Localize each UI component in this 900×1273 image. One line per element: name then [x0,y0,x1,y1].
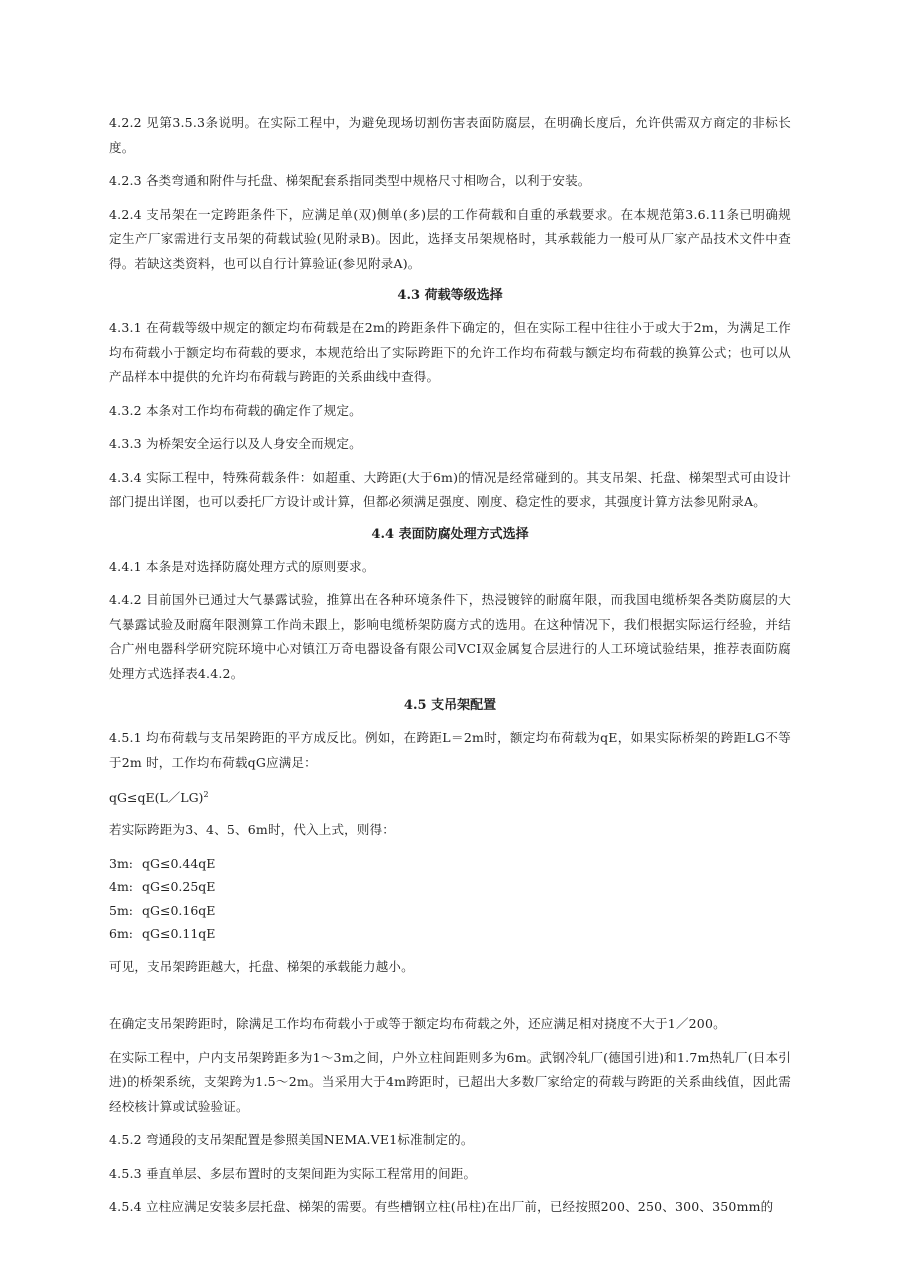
span-label: 5m: [109,902,134,918]
clause-4-2-2: 4.2.2 见第3.5.3条说明。在实际工程中，为避免现场切割伤害表面防腐层，在明确长度后，允许供需双方商定的非标长度。 [109,115,791,155]
span-label: 4m: [109,879,134,895]
span-load-list [109,852,791,946]
formula-text: qG≤qE(L／LG) [109,790,204,806]
span-practice-text: 在实际工程中，户内支吊架跨距多为1～3m之间，户外立柱间距则多为6m。武钢冷轧厂(德国引进)和1.7m热轧厂(日本引进)的桥架系统，支架跨为1.5～2m。当采用大于4m跨距时，已超出大多数厂家给定的荷载与跨距的关系曲线值，因此需经校核计算或试验验证。 [109,1049,791,1114]
clause-4-5-3: 4.5.3 垂直单层、多层布置时的支架间距为实际工程常用的间距。 [109,1165,477,1181]
span-value: qG≤0.16qE [142,902,216,918]
clause-4-3-4: 4.3.4 实际工程中，特殊荷载条件：如超重、大跨距(大于6m)的情况是经常碰到的。其支吊架、托盘、梯架型式可由设计部门提出详图，也可以委托厂方设计或计算，但都必须满足强度、刚度、稳定性的要求，其强度计算方法参见附录A。 [109,469,791,509]
span-label: 3m: [109,855,134,871]
clause-4-3-2: 4.3.2 本条对工作均布荷载的确定作了规定。 [109,402,362,418]
clause-4-5-2: 4.5.2 弯通段的支吊架配置是参照美国NEMA.VE1标准制定的。 [109,1132,474,1148]
list-item [109,922,791,946]
section-heading-4-3: 4.3 荷载等级选择 [397,288,503,303]
span-value: qG≤0.44qE [142,855,216,871]
document-page [109,111,791,1229]
formula-exponent: 2 [203,790,209,799]
load-formula [109,784,791,809]
list-item [109,852,791,876]
list-item [109,899,791,923]
clause-4-5-4: 4.5.4 立柱应满足安装多层托盘、梯架的需要。有些槽钢立柱(吊柱)在出厂前，已经按照200、250、300、350mm的 [109,1199,774,1215]
clause-4-5-1: 4.5.1 均布荷载与支吊架跨距的平方成反比。例如，在跨距L＝2m时，额定均布荷载为qE，如果实际桥架的跨距LG不等于2m 时，工作均布荷载qG应满足： [109,730,791,770]
clause-4-3-1: 4.3.1 在荷载等级中规定的额定均布荷载是在2m的跨距条件下确定的，但在实际工程中往往小于或大于2m，为满足工作均布荷载小于额定均布荷载的要求，本规范给出了实际跨距下的允许工作均布荷载与额定均布荷载的换算公式；也可以从产品样本中提供的允许均布荷载与跨距的关系曲线中查得。 [109,320,791,384]
span-value: qG≤0.25qE [142,879,216,895]
clause-4-2-3: 4.2.3 各类弯通和附件与托盘、梯架配套系指同类型中规格尺寸相吻合，以利于安装。 [109,173,591,188]
clause-4-2-4: 4.2.4 支吊架在一定跨距条件下，应满足单(双)侧单(多)层的工作荷载和自重的承载要求。在本规范第3.6.11条已明确规定生产厂家需进行支吊架的荷载试验(见附录B)。因此，选择支吊架规格时，其承载能力一般可从厂家产品技术文件中查得。若缺这类资料，也可以自行计算验证(参见附录A)。 [109,206,791,271]
span-value: qG≤0.11qE [142,926,216,942]
section-heading-4-5: 4.5 支吊架配置 [403,698,497,713]
substitution-text: 若实际跨距为3、4、5、6m时，代入上式，则得： [109,822,395,838]
deflection-requirement: 在确定支吊架跨距时，除满足工作均布荷载小于或等于额定均布荷载之外，还应满足相对挠度不大于1／200。 [109,1016,726,1032]
conclusion-text: 可见，支吊架跨距越大，托盘、梯架的承载能力越小。 [109,958,414,974]
section-heading-4-4: 4.4 表面防腐处理方式选择 [371,526,529,542]
clause-4-3-3: 4.3.3 为桥架安全运行以及人身安全而规定。 [109,436,362,451]
spacer [109,988,791,1012]
clause-4-4-1: 4.4.1 本条是对选择防腐处理方式的原则要求。 [109,558,375,574]
clause-4-4-2: 4.4.2 目前国外已通过大气暴露试验，推算出在各种环境条件下，热浸镀锌的耐腐年限，而我国电缆桥架各类防腐层的大气暴露试验及耐腐年限测算工作尚未跟上，影响电缆桥架防腐方式的选用。在这种情况下，我们根据实际运行经验，并结合广州电器科学研究院环境中心对镇江万奇电器设备有限公司VCI双金属复合层进行的人工环境试验结果，推荐表面防腐处理方式选择表4.4.2。 [109,592,791,681]
span-label: 6m: [109,926,134,942]
list-item [109,875,791,899]
